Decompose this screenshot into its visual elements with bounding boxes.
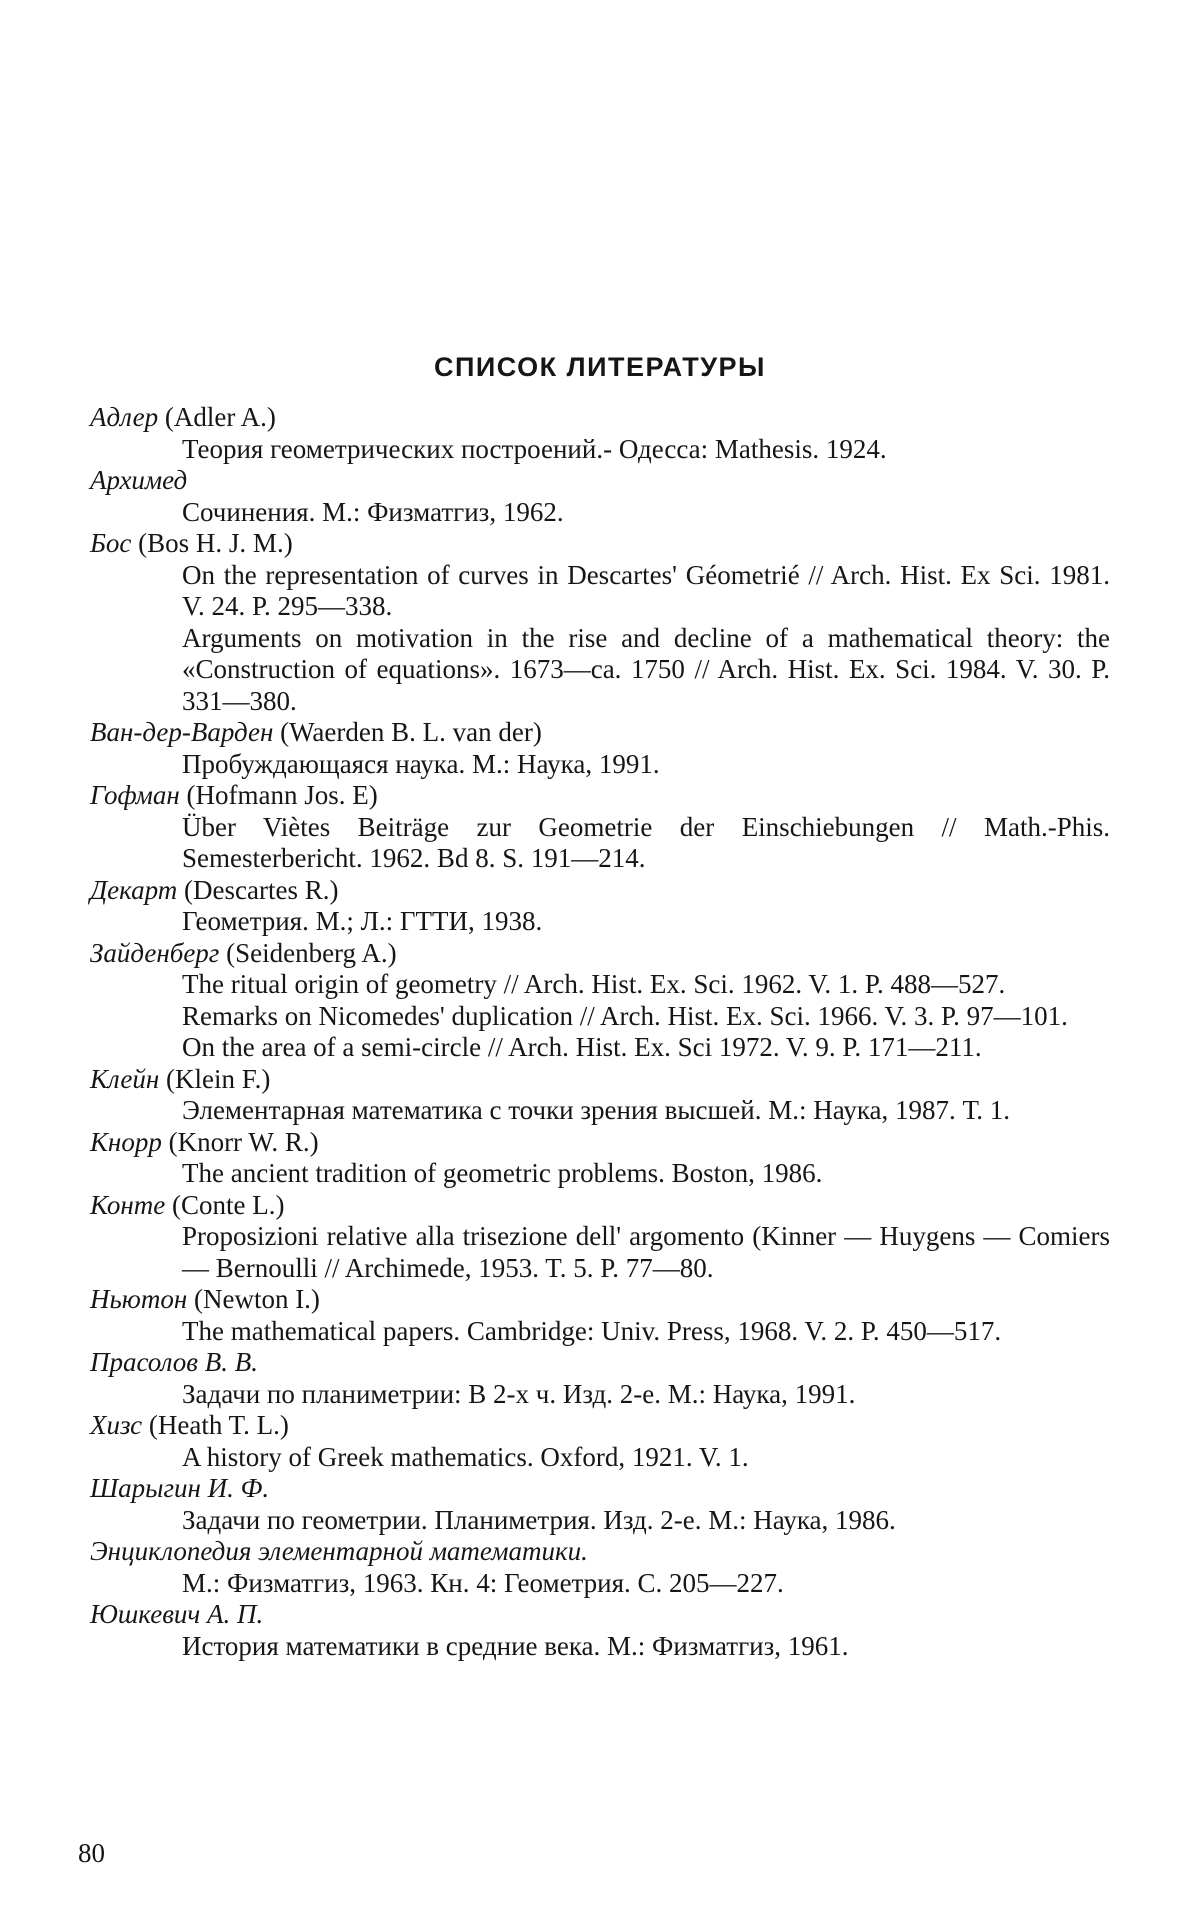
page-number: 80: [78, 1838, 105, 1869]
reference-entry: [90, 1536, 1110, 1599]
entry-work: Пробуждающаяся наука. М.: Наука, 1991.: [182, 749, 1110, 781]
reference-entry: [90, 938, 1110, 1064]
reference-entry: [90, 1190, 1110, 1285]
reference-entry: [90, 1599, 1110, 1662]
author-russian-name: Энциклопедия элементарной математики.: [90, 1536, 588, 1566]
entry-author: [90, 1473, 1110, 1505]
author-original-name: (Waerden B. L. van der): [280, 717, 542, 747]
book-page: [0, 0, 1200, 1927]
entry-work: On the area of a semi-circle // Arch. Hist. Ex. Sci 1972. V. 9. P. 171—211.: [182, 1032, 1110, 1064]
entry-work: Remarks on Nicomedes' duplication // Arch. Hist. Ex. Sci. 1966. V. 3. P. 97—101.: [182, 1001, 1110, 1033]
entry-work: Сочинения. М.: Физматгиз, 1962.: [182, 497, 1110, 529]
reference-entry: [90, 1347, 1110, 1410]
author-russian-name: Конте: [90, 1190, 165, 1220]
entry-work: On the representation of curves in Descartes' Géometrié // Arch. Hist. Ex Sci. 1981. V. 24. P. 295—338.: [182, 560, 1110, 623]
author-original-name: (Descartes R.): [184, 875, 338, 905]
entry-work: Arguments on motivation in the rise and decline of a mathematical theory: the «Construction of equations». 1673—ca. 1750 // Arch. Hist. Ex. Sci. 1984. V. 30. P. 331—380.: [182, 623, 1110, 718]
author-russian-name: Юшкевич А. П.: [90, 1599, 263, 1629]
author-original-name: (Heath T. L.): [149, 1410, 289, 1440]
entry-author: [90, 1190, 1110, 1222]
reference-entry: [90, 402, 1110, 465]
author-russian-name: Архимед: [90, 465, 187, 495]
entry-work: Геометрия. М.; Л.: ГТТИ, 1938.: [182, 906, 1110, 938]
entry-work: The ritual origin of geometry // Arch. Hist. Ex. Sci. 1962. V. 1. P. 488—527.: [182, 969, 1110, 1001]
author-russian-name: Ньютон: [90, 1284, 187, 1314]
author-russian-name: Хизс: [90, 1410, 142, 1440]
entry-work: М.: Физматгиз, 1963. Кн. 4: Геометрия. С. 205—227.: [182, 1568, 1110, 1600]
entry-author: [90, 717, 1110, 749]
author-russian-name: Бос: [90, 528, 131, 558]
entry-author: [90, 780, 1110, 812]
entry-author: [90, 1064, 1110, 1096]
entry-work: Теория геометрических построений.- Одесса: Mathesis. 1924.: [182, 434, 1110, 466]
entry-work: Задачи по планиметрии: В 2-х ч. Изд. 2-е. М.: Наука, 1991.: [182, 1379, 1110, 1411]
reference-entry: [90, 780, 1110, 875]
entry-author: [90, 1347, 1110, 1379]
entry-author: [90, 1127, 1110, 1159]
author-original-name: (Conte L.): [172, 1190, 284, 1220]
entry-work: Элементарная математика с точки зрения высшей. М.: Наука, 1987. Т. 1.: [182, 1095, 1110, 1127]
author-russian-name: Гофман: [90, 780, 180, 810]
author-russian-name: Шарыгин И. Ф.: [90, 1473, 269, 1503]
author-russian-name: Зайденберг: [90, 938, 219, 968]
reference-entry: [90, 1064, 1110, 1127]
reference-entry: [90, 528, 1110, 717]
page-title: СПИСОК ЛИТЕРАТУРЫ: [0, 352, 1200, 383]
reference-entry: [90, 1284, 1110, 1347]
author-original-name: (Knorr W. R.): [169, 1127, 319, 1157]
entry-author: [90, 1410, 1110, 1442]
entry-work: Über Viètes Beiträge zur Geometrie der Einschiebungen // Math.-Phis. Semesterbericht. 1962. Bd 8. S. 191—214.: [182, 812, 1110, 875]
entry-work: Proposizioni relative alla trisezione dell' argomento (Kinner — Huygens — Comiers — Bernoulli // Archimede, 1953. T. 5. P. 77—80.: [182, 1221, 1110, 1284]
entry-author: [90, 938, 1110, 970]
reference-list: [90, 402, 1110, 1662]
entry-author: [90, 1284, 1110, 1316]
author-russian-name: Кнорр: [90, 1127, 162, 1157]
entry-author: [90, 1599, 1110, 1631]
entry-work: История математики в средние века. М.: Физматгиз, 1961.: [182, 1631, 1110, 1663]
author-original-name: (Adler A.): [165, 402, 276, 432]
reference-entry: [90, 465, 1110, 528]
author-russian-name: Прасолов В. В.: [90, 1347, 258, 1377]
reference-entry: [90, 1473, 1110, 1536]
entry-author: [90, 465, 1110, 497]
author-russian-name: Адлер: [90, 402, 158, 432]
author-original-name: (Bos H. J. M.): [138, 528, 293, 558]
entry-work: A history of Greek mathematics. Oxford, 1921. V. 1.: [182, 1442, 1110, 1474]
entry-author: [90, 875, 1110, 907]
entry-work: Задачи по геометрии. Планиметрия. Изд. 2-е. М.: Наука, 1986.: [182, 1505, 1110, 1537]
entry-work: The mathematical papers. Cambridge: Univ. Press, 1968. V. 2. P. 450—517.: [182, 1316, 1110, 1348]
reference-entry: [90, 1410, 1110, 1473]
author-russian-name: Декарт: [90, 875, 177, 905]
author-original-name: (Newton I.): [194, 1284, 320, 1314]
entry-work: The ancient tradition of geometric problems. Boston, 1986.: [182, 1158, 1110, 1190]
author-original-name: (Klein F.): [166, 1064, 270, 1094]
reference-entry: [90, 717, 1110, 780]
entry-author: [90, 402, 1110, 434]
reference-entry: [90, 1127, 1110, 1190]
author-russian-name: Клейн: [90, 1064, 159, 1094]
reference-entry: [90, 875, 1110, 938]
author-original-name: (Seidenberg A.): [226, 938, 396, 968]
author-russian-name: Ван-дер-Варден: [90, 717, 273, 747]
author-original-name: (Hofmann Jos. E): [186, 780, 377, 810]
entry-author: [90, 528, 1110, 560]
entry-author: [90, 1536, 1110, 1568]
